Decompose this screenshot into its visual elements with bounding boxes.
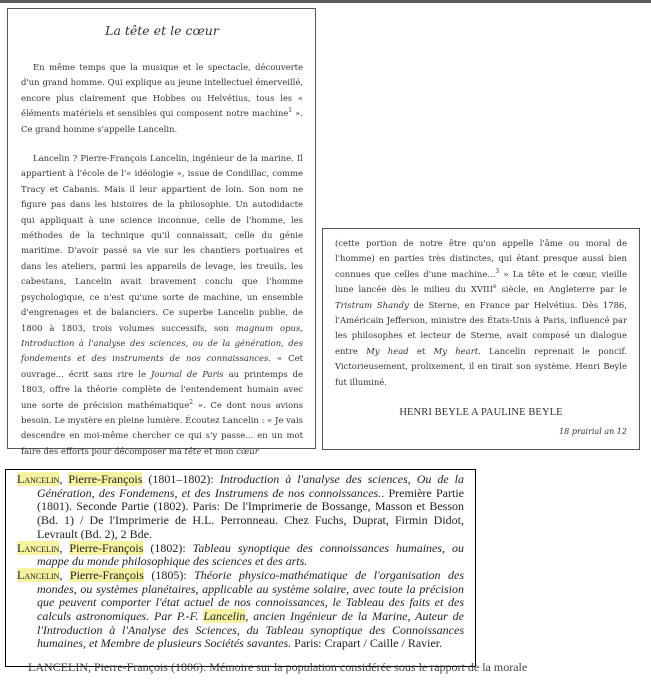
bibliography-entry: Lancelin, Pierre-François (1805): Théorie physico-mathématique de l'organisation des mondes, ou systèmes planétaires, applicable au système solaire, avec toute la précision que peuvent comporter l'état actuel de nos connoissances, le Tableau des faits et des calculs astronomiques. Par P.-F. Lancelin, ancien Ingénieur de la Marine, Auteur de l'Introduction à l'Analyse des Sciences, du Tableau synoptique des Connoissances humaines, et Membre de plusieurs Sociétés savantes. Paris: Crapart / Caille / Ravier.: [17, 567, 465, 651]
paragraph: [21, 151, 303, 459]
author-given-highlighted: Pierre-François: [69, 567, 144, 582]
text-run: Lancelin reprenait le poncif. Victorieusement, prolixement, il en tirait son système. Henri Beyle fut illuminé.: [335, 345, 628, 387]
text-run: ». Ce dont nous avions besoin. Le mystère en pleine lumière. Écoutez Lancelin : « Je vais descendre en moi-même chercher ce qui s'y passe... en un mot faire des efforts pour décomposer ma: [21, 399, 303, 456]
letter-heading: HENRI BEYLE A PAULINE BEYLE: [399, 407, 563, 419]
text-run: » La tête et le cœur, vieille lune lancée dès le milieu du XVIII: [335, 268, 627, 295]
italic-title: magnum opus, Introduction à l'analyse des sciences, ou de la génération, des fondements et des instruments de nos connaissances.: [21, 322, 303, 364]
entry-details: . Première Partie (1801). Seconde Partie (1802). Paris: De l'Imprimerie de Bossange, Masson et Besson (Bd. 1) / De l'Imprimerie de H.L. Perronneau. Chez Fuchs, Duprat, Firmin Didot, Levrault (Bd. 2), 2 Bde.: [37, 485, 464, 541]
text-run: au printemps de 1803, offre la théorie complète de l'entendement humain avec une sorte de précision mathématique: [21, 368, 303, 410]
text-run: et: [408, 345, 434, 356]
text-run: de Sterne, en France par Helvétius. Dès 1786, l'Américain Jefferson, ministre des États-Unis à Paris, influencé par les philosophes et lecteur de Sterne, avait composé un dialogue entre: [335, 299, 627, 356]
bibliography-entry: Lancelin, Pierre-François (1802): Tableau synoptique des connoissances humaines, ou mappe du monde philosophique des sciences et des arts.: [17, 540, 465, 569]
text-run: En même temps que la musique et le spectacle, découverte d'un grand homme. Qui explique au jeune intellectuel émerveillé, encore plus clairement que Hobbes ou Helvétius, tous les « éléments matériels et sensibles qui composent notre machine: [21, 62, 303, 119]
footnote-ref: 1: [288, 107, 293, 115]
bibliography-excerpt: [5, 469, 476, 667]
text-run: ». Ce grand homme s'appelle Lancelin.: [21, 108, 304, 134]
entry-year: (1801–1802):: [142, 472, 220, 486]
text-run: « Cet ouvrage... écrit sans rire le: [21, 353, 303, 379]
paragraph: [21, 60, 303, 137]
entry-title: Introduction à l'analyse des sciences, Ou de la Génération, des Fondemens, et des Instrumens de nos connoissances.: [37, 472, 464, 500]
italic-title: My heart.: [433, 345, 481, 356]
bibliography-entry: Lancelin, Pierre-François (1801–1802): Introduction à l'analyse des sciences, Ou de la Génération, des Fondemens, et des Instrumens de nos connoissances.. Première Partie (1801). Seconde Partie (1802). Paris: De l'Imprimerie de Bossange, Masson et Besson (Bd. 1) / De l'Imprimerie de H.L. Perronneau. Chez Fuchs, Duprat, Firmin Didot, Levrault (Bd. 2), 2 Bde.: [17, 472, 464, 541]
author-surname-highlighted: Lancelin: [17, 540, 60, 555]
italic-title: Journal de Paris: [150, 368, 224, 379]
italic-title: My head: [366, 345, 409, 356]
footnote-ref: 2: [189, 398, 194, 406]
chapter-title: La tête et le cœur: [105, 23, 219, 38]
entry-year: (1805):: [143, 567, 195, 582]
entry-title: Tableau synoptique des connoissances humaines, ou mappe du monde philosophique des sciences et des arts.: [37, 540, 465, 569]
footnote-ref: 3: [495, 268, 500, 275]
superscript: e: [492, 283, 497, 291]
text-run: et mon: [201, 445, 237, 456]
book-page-right: [322, 228, 640, 450]
top-border-bar: [0, 0, 651, 3]
cut-off-text-line: LANCELIN, Pierre-François (1806): Mémoire sur la population considérée sous le rapport de la morale: [28, 660, 528, 674]
text-run: Lancelin ? Pierre-François Lancelin, ingénieur de la marine. Il appartient à l'école de l'« idéologie », issue de Condillac, comme Tracy et Cabanis. Mais il leur appartient de loin. Son nom ne figure pas dans les histoires de la philosophie. Un autodidacte qui appliquait à une science inconnue, celle de l'homme, les méthodes de la technique qu'il connaissait, celle du génie maritime. D'avoir passé sa vie sur les chantiers portuaires et dans les ateliers, parmi les appareils de levage, les treuils, les cabestans, Lancelin avait bravement conclu que l'homme psychologique, ce n'est qu'une sorte de machine, un ensemble d'engrenages et de balanciers. Ce superbe Lancelin publie, de 1800 à 1803, trois volumes successifs, son: [21, 153, 303, 333]
text-run: siècle, en Angleterre par le: [496, 284, 627, 295]
italic-word: tête: [184, 445, 202, 456]
text-run: Théorie physico-mathématique de l'organisation des mondes, ou systèmes planétaires, applicable au système solaire, avec toute la précision que peuvent comporter l'état actuel de nos connoissances, le Tableau des faits et des calculs astronomiques. Par P.-F.: [37, 567, 465, 624]
letter-date: 18 prairial an 12: [559, 427, 627, 437]
author-surname-highlighted: Lancelin: [17, 472, 60, 486]
book-page-left: [7, 8, 316, 456]
author-given-highlighted: Pierre-François: [69, 540, 144, 555]
entry-year: (1802):: [143, 540, 193, 555]
text-run: , ancien Ingénieur de la Marine, Auteur de l'Introduction à l'Analyse des Sciences, du Tableau synoptique des Connoissances humaines, et Membre de plusieurs Sociétés savantes.: [37, 609, 464, 651]
author-surname-highlighted: Lancelin: [17, 567, 60, 582]
author-given-highlighted: Pierre-François: [68, 472, 143, 486]
text-run: (cette portion de notre être qu'on appelle l'âme ou moral de l'homme) en parties très distinctes, qui étant presque aussi bien connues que celles d'une machine...: [335, 238, 627, 279]
entry-details: Paris: Crapart / Caille / Ravier.: [291, 636, 443, 651]
italic-word: cœur: [236, 445, 259, 456]
search-highlight: Lancelin: [203, 609, 246, 624]
paragraph: [335, 236, 627, 390]
italic-title: Tristram Shandy: [335, 299, 409, 310]
